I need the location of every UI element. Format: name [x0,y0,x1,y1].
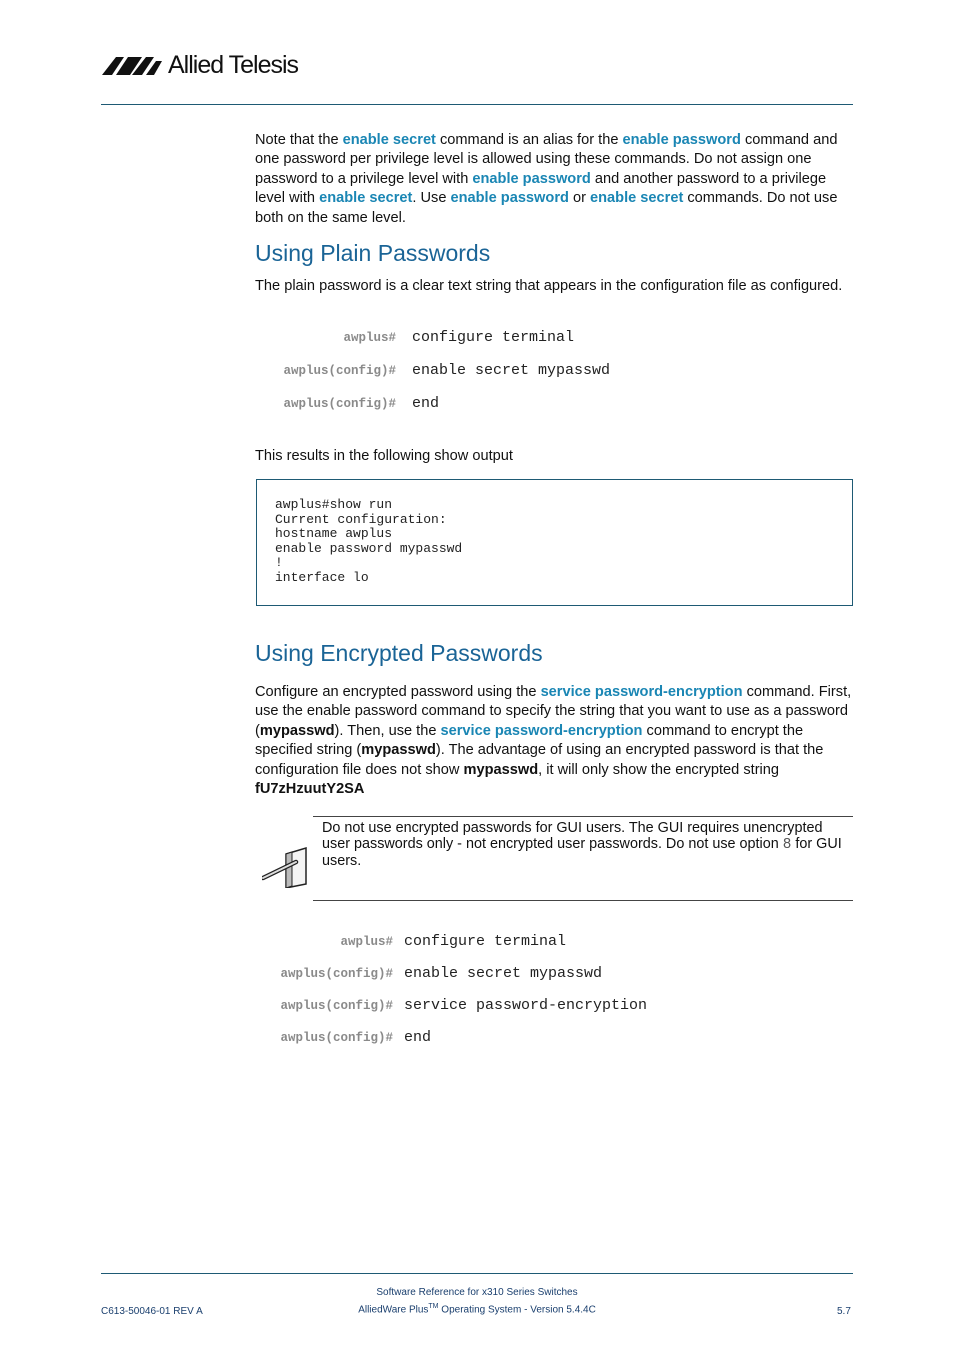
show-output-box [256,479,853,606]
cli-prompt: awplus(config)# [283,397,396,411]
text-run: ). The advantage of using an encrypted password is that the configuration file does not show [255,742,824,778]
cli-command: enable secret mypasswd [404,965,603,982]
text-run: Configure an encrypted password using the [255,684,541,700]
trademark: TM [428,1303,439,1310]
cli-prompt: awplus(config)# [280,1031,393,1045]
note-text [322,820,847,869]
link-enable-password[interactable]: enable password [622,132,741,148]
cli-prompt: awplus# [343,331,396,345]
cli-command: end [412,395,440,412]
footer-os-version [300,1303,654,1315]
link-enable-secret[interactable]: enable secret [590,190,684,207]
header-rule [101,104,853,105]
result-intro: This results in the following show output [255,448,513,464]
show-output-text: awplus#show run Current configuration: hostname awplus enable password mypasswd ! interface lo [275,497,463,585]
logo-mark-icon [102,55,164,75]
text-run: ). Then, use the [334,722,441,739]
encrypted-string: fU7zHzuutY2SA [255,781,365,798]
cli-command: configure terminal [404,933,567,950]
footer-doc-title: Software Reference for x310 Series Switches [376,1287,578,1298]
allied-telesis-logo [102,50,298,80]
text-run: command to encrypt the specified string ( [255,722,804,759]
cli-command: enable secret mypasswd [412,362,611,379]
cli-prompt: awplus(config)# [280,999,393,1013]
text-run: command and one password per privilege level is allowed using these commands. Do not assign one password to a privilege level with [255,132,838,187]
cli-command: configure terminal [412,329,575,346]
footer-doc-id: C613-50046-01 REV A [101,1306,203,1317]
note-bottom-rule [313,900,853,901]
link-enable-password[interactable]: enable password [472,170,591,187]
text-run: command. First, use the enable password command to specify the string that you want to use as a password ( [255,684,852,739]
text-run: Do not use encrypted passwords for GUI users. The GUI requires unencrypted user passwords only - not encrypted user passwords. Do not use option [322,820,823,852]
text-run: . Use [412,190,451,207]
text-run: command is an alias for the [435,132,623,148]
text-run: for GUI users. [322,836,842,869]
text-run: commands. Do not use both on the same level. [255,190,838,226]
text-run: or [568,190,591,207]
bold-term: mypasswd [259,722,335,739]
cli-command: end [404,1029,432,1046]
heading-encrypted-passwords: Using Encrypted Passwords [255,640,543,666]
link-service-password-encryption[interactable]: service password-encryption [440,722,643,739]
encrypted-paragraph [255,683,855,799]
link-enable-secret[interactable]: enable secret [342,132,436,148]
link-enable-password[interactable]: enable password [450,190,569,207]
inline-code: 8 [782,837,792,853]
note-top-rule [313,816,853,817]
heading-plain-passwords: Using Plain Passwords [255,240,491,266]
cli-command: service password-encryption [404,997,648,1014]
text-run: and another password to a privilege level with [255,170,827,207]
cli-prompt: awplus(config)# [283,364,396,378]
text-run: AlliedWare Plus [358,1304,429,1316]
bold-term: mypasswd [361,742,436,759]
note-pad-icon [262,846,308,893]
text-run: Note that the [255,132,343,148]
footer-rule [101,1273,853,1274]
link-service-password-encryption[interactable]: service password-encryption [540,684,743,700]
plain-description: The plain password is a clear text string that appears in the configuration file as configured. [255,278,843,294]
text-run: , it will only show the encrypted string [538,761,780,778]
logo-text: Allied Telesis [168,51,299,79]
footer-page-number: 5.7 [837,1306,851,1317]
cli-prompt: awplus(config)# [280,967,393,981]
intro-paragraph [255,131,855,228]
cli-prompt: awplus# [340,935,393,949]
link-enable-secret[interactable]: enable secret [319,190,413,207]
bold-term: mypasswd [463,761,539,778]
text-run: Operating System - Version 5.4.4C [438,1304,596,1316]
